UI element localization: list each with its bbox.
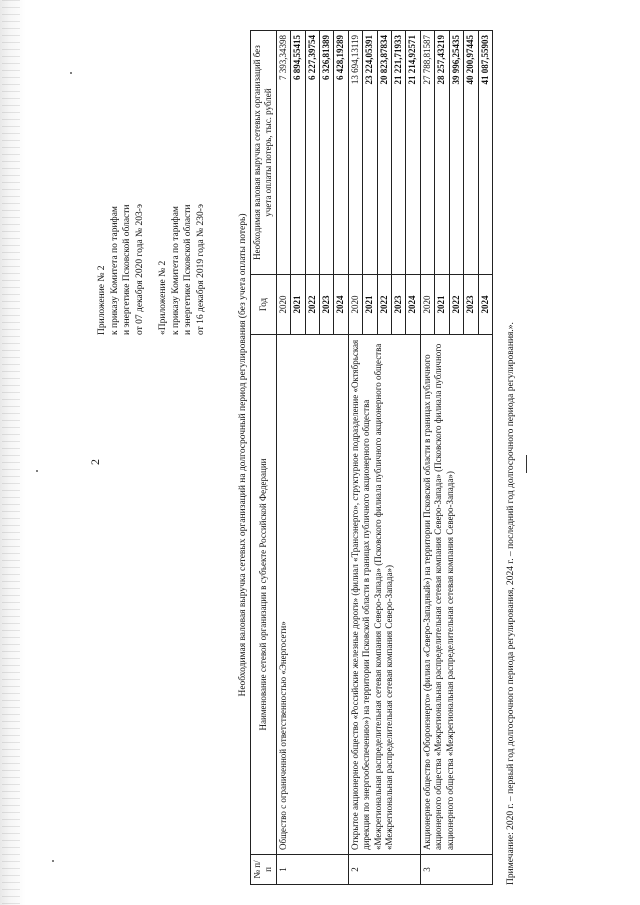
year-cell: 2024 xyxy=(406,275,420,335)
row-num: 3 xyxy=(420,855,492,885)
table-header-row xyxy=(251,31,277,885)
table-row xyxy=(420,31,434,885)
appendix-prev-line: «Приложение № 2 xyxy=(158,260,168,335)
org-name: Общество с ограниченной ответственностью «Энергосети» xyxy=(276,335,348,855)
scan-speck xyxy=(36,470,38,472)
year-cell: 2021 xyxy=(363,275,377,335)
value-cell: 40 200,97445 xyxy=(464,31,478,275)
appendix-line: к приказу Комитета по тарифам xyxy=(109,206,120,335)
table-note: Примечание: 2020 г. – первый год долгосрочного периода регулирования, 2024 г. – последний год долгосрочного периода регулирования.». xyxy=(506,322,516,885)
year-cell: 2021 xyxy=(435,275,449,335)
revenue-table xyxy=(250,30,493,885)
value-cell: 6 894,55415 xyxy=(291,31,305,275)
appendix-prev-line: к приказу Комитета по тарифам xyxy=(170,206,181,335)
header-year: Год xyxy=(251,275,277,335)
row-num: 1 xyxy=(276,855,348,885)
year-cell: 2021 xyxy=(291,275,305,335)
year-cell: 2020 xyxy=(276,275,290,335)
value-cell: 6 326,81389 xyxy=(320,31,334,275)
year-cell: 2022 xyxy=(449,275,463,335)
value-cell: 28 257,43219 xyxy=(435,31,449,275)
year-cell: 2023 xyxy=(464,275,478,335)
value-cell: 7 393,34398 xyxy=(276,31,290,275)
value-cell: 27 788,81587 xyxy=(420,31,434,275)
year-cell: 2023 xyxy=(392,275,406,335)
table-title: Необходимая валовая выручка сетевых организаций на долгосрочный период регулирования (без учета оплаты потерь) xyxy=(238,213,248,697)
appendix-line: от 07 декабря 2020 года № 203-э xyxy=(134,204,145,335)
scan-speck xyxy=(70,72,72,74)
header-value: Необходимая валовая выручка сетевых организаций без учета оплаты потерь, тыс. рублей xyxy=(251,31,277,275)
scan-speck xyxy=(52,860,54,862)
year-cell: 2022 xyxy=(377,275,391,335)
appendix-prev-line: и энергетике Псковской области xyxy=(183,204,193,335)
year-cell: 2024 xyxy=(334,275,348,335)
value-cell: 41 087,55903 xyxy=(478,31,492,275)
value-cell: 6 428,19289 xyxy=(334,31,348,275)
appendix-line: и энергетике Псковской области xyxy=(122,204,132,335)
row-num: 2 xyxy=(348,855,420,885)
header-num: № п/п xyxy=(251,855,277,885)
value-cell: 21 221,71933 xyxy=(392,31,406,275)
year-cell: 2023 xyxy=(320,275,334,335)
page-number: 2 xyxy=(88,459,102,465)
year-cell: 2020 xyxy=(420,275,434,335)
value-cell: 6 227,39754 xyxy=(305,31,319,275)
appendix-block xyxy=(96,95,207,335)
year-cell: 2024 xyxy=(478,275,492,335)
closing-dash xyxy=(526,455,527,473)
header-name: Наименование сетевой организации в субъекте Российской Федерации xyxy=(251,335,277,855)
table-row xyxy=(276,31,290,885)
year-cell: 2022 xyxy=(305,275,319,335)
appendix-prev-line: от 16 декабря 2019 года № 230-э xyxy=(195,204,206,335)
org-name: Акционерное общество «Оборонэнерго» (филиал «Северо-Западный») на территории Псковской области в границах публичного акционерного общества «Межрегиональная распределительная сетевая компания Северо-Запада» (Псковского филиала публичного акционерного общества «Межрегиональная распределительная сетевая компания Северо-Запада») xyxy=(420,335,492,855)
value-cell: 23 224,05391 xyxy=(363,31,377,275)
year-cell: 2020 xyxy=(348,275,362,335)
value-cell: 21 214,92571 xyxy=(406,31,420,275)
value-cell: 13 694,13119 xyxy=(348,31,362,275)
value-cell: 20 823,87834 xyxy=(377,31,391,275)
table-row xyxy=(348,31,362,885)
appendix-line: Приложение № 2 xyxy=(97,265,107,335)
org-name: Открытое акционерное общество «Российские железные дороги» (филиал «Трансэнерго», структурное подразделение «Октябрьская дирекция по энергообеспечению») на территории Псковской области в границах публичного акционерного общества «Межрегиональная распределительная сетевая компания Северо-Запада» (Псковского филиала публичного акционерного общества «Межрегиональная распределительная сетевая компания Северо-Запада») xyxy=(348,335,420,855)
value-cell: 39 996,25435 xyxy=(449,31,463,275)
